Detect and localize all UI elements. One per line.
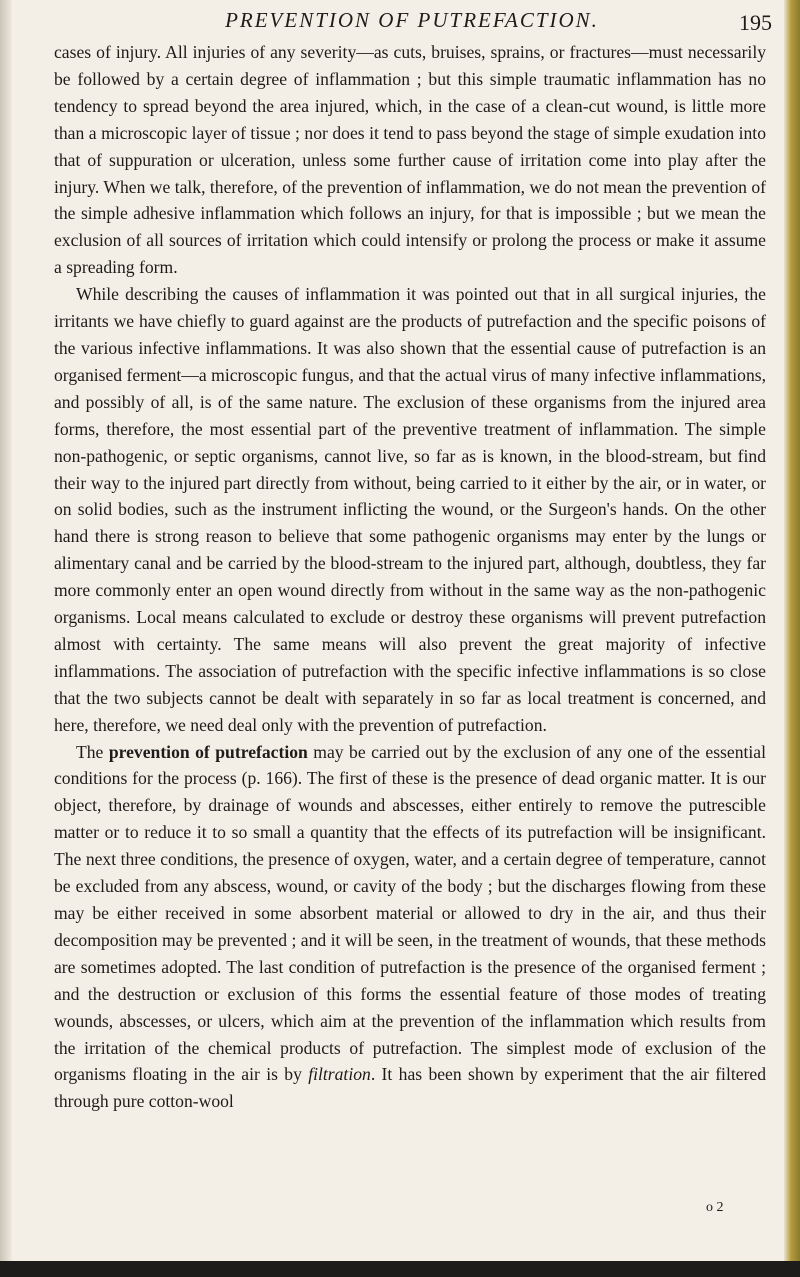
- text-run: may be carried out by the exclusion of any one of the essential conditions for the process (p. 166). The first of these is the presence of dead organic matter. It is our object, therefore, by drainage of wounds and abscesses, either entirely to remove the putrescible matter or to reduce it to so small a quantity that the effects of its putrefaction will be insignificant. The next three conditions, the presence of oxygen, water, and a certain degree of temperature, cannot be excluded from any abscess, wound, or cavity of the body ; but the discharges flowing from these may be either received in some absorbent material or allowed to dry in the air, and thus their decomposition may be prevented ; and it will be seen, in the treatment of wounds, that these methods are sometimes adopted. The last condition of putrefaction is the presence of the organised ferment ; and the destruction or exclusion of this forms the essential feature of those modes of treating wounds, abscesses, or ulcers, which aim at the prevention of the inflammation which results from the irritation of the chemical products of putrefaction. The simplest mode of exclusion of the organisms floating in the air is by: [54, 741, 766, 1085]
- paragraph-3: [54, 739, 766, 1116]
- page-number: 195: [739, 10, 772, 35]
- text-run: While describing the causes of inflammation it was pointed out that in all surgical injuries, the irritants we have chiefly to guard against are the products of putrefaction and the specific poisons of the various infective inflammations. It was also shown that the essential cause of putrefaction is an organised ferment—a microscopic fungus, and that the actual virus of many infective inflammations, and possibly of all, is of the same nature. The exclusion of these organisms from the injured area forms, therefore, the most essential part of the preventive treatment of inflammation. The simple non-pathogenic, or septic organisms, cannot live, so far as is known, in the blood-stream, but find their way to the injured part directly from without, being carried to it either by the air, or in water, or on solid bodies, such as the instrument inflicting the wound, or the Surgeon's hands. On the other hand there is strong reason to believe that some pathogenic organisms may enter by the lungs or alimentary canal and be carried by the blood-stream to the injured part, although, doubtless, they far more commonly enter an open wound directly from without in the same way as the non-pathogenic organisms. Local means calculated to exclude or destroy these organisms will prevent putrefaction almost with certainty. The same means will also prevent the great majority of infective inflammations. The association of putrefaction with the specific infective inflammations is so close that the two subjects cannot be dealt with separately in so far as local treatment is concerned, and here, therefore, we need deal only with the prevention of putrefaction.: [54, 284, 766, 735]
- signature-mark: o 2: [706, 1200, 724, 1215]
- body-text: [54, 39, 766, 1115]
- paragraph-1: [54, 39, 766, 281]
- text-run: The: [76, 741, 109, 762]
- bold-term: prevention of putrefaction: [108, 741, 308, 762]
- text-run: cases of injury. All injuries of any severity—as cuts, bruises, sprains, or fractures—must necessarily be followed by a certain degree of inflammation ; but this simple traumatic inflammation has no tendency to spread beyond the area injured, which, in the case of a clean-cut wound, is little more than a microscopic layer of tissue ; nor does it tend to pass beyond the stage of simple exudation into that of suppuration or ulceration, unless some further cause of irritation come into play after the injury. When we talk, therefore, of the prevention of inflammation, we do not mean the prevention of the simple adhesive inflammation which follows an injury, for that is impossible ; but we mean the exclusion of all sources of irritation which could intensify or prolong the process or make it assume a spreading form.: [54, 42, 766, 278]
- text-run: . It has been shown by experiment that the air filtered through pure cotton-wool: [54, 1064, 766, 1112]
- paragraph-2: [54, 281, 766, 738]
- page-bottom-edge: [0, 1261, 800, 1277]
- italic-term: filtration: [308, 1064, 371, 1085]
- page-header: [52, 8, 772, 38]
- running-head: PREVENTION OF PUTREFACTION.: [225, 8, 599, 32]
- page-left-edge: [0, 0, 12, 1277]
- page-right-edge: [784, 0, 800, 1277]
